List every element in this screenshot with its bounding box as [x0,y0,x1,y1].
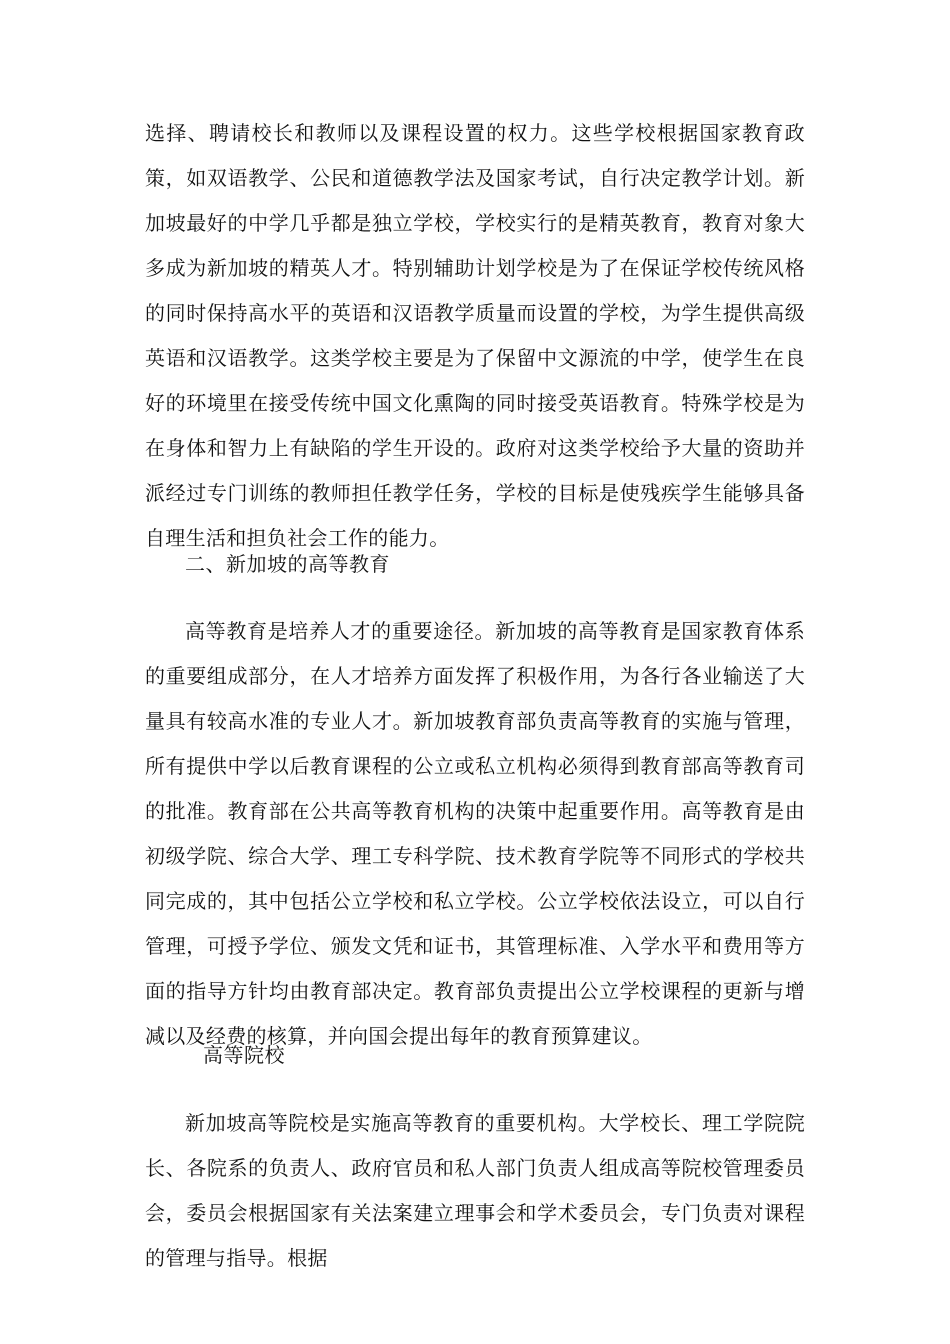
body-paragraph-institutions: 新加坡高等院校是实施高等教育的重要机构。大学校长、理工学院院长、各院系的负责人、政府官员和私人部门负责人组成高等院校管理委员会，委员会根据国家有关法案建立理事会和学术委员会，专门负责对课程的管理与指导。根据 [145,1111,805,1270]
body-paragraph-independent-schools: 选择、聘请校长和教师以及课程设置的权力。这些学校根据国家教育政策，如双语教学、公民和道德教学法及国家考试，自行决定教学计划。新加坡最好的中学几乎都是独立学校，学校实行的是精英教育，教育对象大多成为新加坡的精英人才。特别辅助计划学校是为了在保证学校传统风格的同时保持高水平的英语和汉语教学质量而设置的学校，为学生提供高级英语和汉语教学。这类学校主要是为了保留中文源流的中学，使学生在良好的环境里在接受传统中国文化熏陶的同时接受英语教育。特殊学校是为在身体和智力上有缺陷的学生开设的。政府对这类学校给予大量的资助并派经过专门训练的教师担任教学任务，学校的目标是使残疾学生能够具备自理生活和担负社会工作的能力。 [145,121,805,550]
body-paragraph-higher-education: 高等教育是培养人才的重要途径。新加坡的高等教育是国家教育体系的重要组成部分，在人才培养方面发挥了积极作用，为各行各业输送了大量具有较高水准的专业人才。新加坡教育部负责高等教育的实施与管理，所有提供中学以后教育课程的公立或私立机构必须得到教育部高等教育司的批准。教育部在公共高等教育机构的决策中起重要作用。高等教育是由初级学院、综合大学、理工专科学院、技术教育学院等不同形式的学校共同完成的，其中包括公立学校和私立学校。公立学校依法设立，可以自行管理，可授予学位、颁发文凭和证书，其管理标准、入学水平和费用等方面的指导方针均由教育部决定。教育部负责提出公立学校课程的更新与增减以及经费的核算，并向国会提出每年的教育预算建议。 [145,619,805,1048]
subsection-heading-institutions: 高等院校 [203,1043,285,1067]
section-heading-higher-education: 二、新加坡的高等教育 [185,552,390,576]
